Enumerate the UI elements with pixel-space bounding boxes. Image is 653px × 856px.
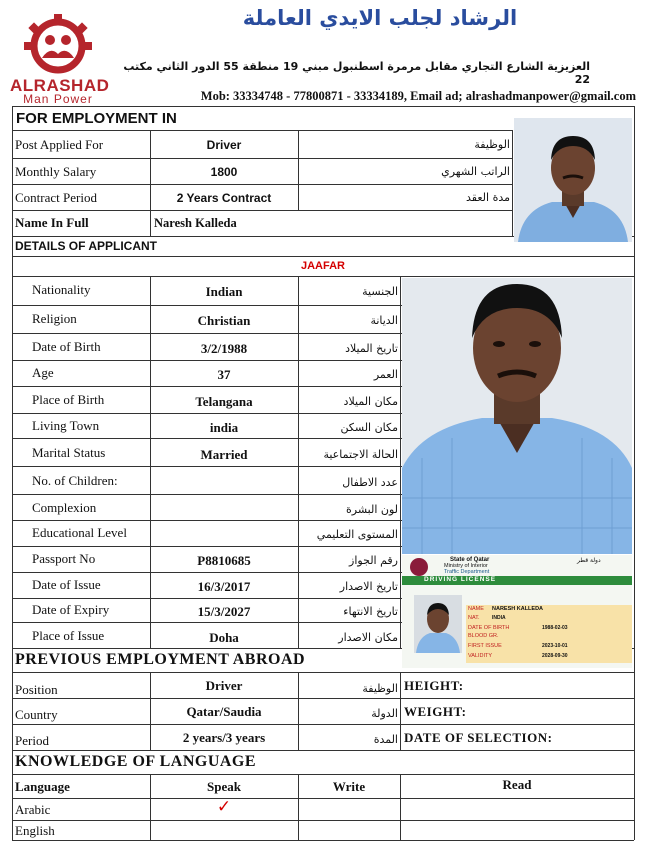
arabic-position: الوظيفة bbox=[362, 682, 398, 695]
agency-tag: JAAFAR bbox=[300, 260, 345, 272]
value-nationality: Indian bbox=[205, 284, 243, 299]
label-pob: Place of Birth bbox=[32, 392, 105, 407]
label-contract: Contract Period bbox=[15, 190, 97, 205]
value-age: 37 bbox=[217, 367, 231, 382]
label-complexion: Complexion bbox=[32, 500, 97, 515]
label-education: Educational Level bbox=[32, 525, 127, 540]
value-dob: 3/2/1988 bbox=[200, 341, 248, 356]
logo-text: ALRASHAD bbox=[10, 76, 110, 95]
applicant-photo-small bbox=[514, 118, 632, 242]
weight-label: WEIGHT: bbox=[404, 704, 467, 719]
value-passport: P8810685 bbox=[197, 553, 251, 568]
arabic-marital: الحالة الاجتماعية bbox=[323, 448, 398, 461]
driving-license-card bbox=[402, 555, 632, 668]
arabic-dob: تاريخ الميلاد bbox=[345, 342, 398, 355]
label-name: Name In Full bbox=[15, 215, 89, 230]
col-speak: Speak bbox=[207, 779, 241, 794]
arabic-salary: الراتب الشهري bbox=[441, 165, 510, 178]
arabic-religion: الديانة bbox=[370, 314, 398, 327]
value-expiry-date: 15/3/2027 bbox=[197, 604, 251, 619]
arabic-company-title: الرشاد لجلب الايدي العاملة bbox=[242, 6, 518, 30]
col-read: Read bbox=[502, 777, 532, 792]
label-country: Country bbox=[15, 707, 58, 722]
license-validity-label: VALIDITY bbox=[468, 653, 493, 659]
contact-line: Mob: 33334748 - 77800871 - 33334189, Email ad; alrashadmanpower@gmail.com bbox=[200, 89, 636, 103]
license-dob-label: DATE OF BIRTH bbox=[468, 625, 510, 631]
license-dob-value: 1988-02-03 bbox=[542, 625, 568, 631]
label-period: Period bbox=[15, 733, 49, 748]
arabic-age: العمر bbox=[373, 368, 398, 381]
arabic-contract: مدة العقد bbox=[466, 191, 510, 204]
label-children: No. of Children: bbox=[32, 473, 118, 488]
arabic-expiry-date: تاريخ الانتهاء bbox=[343, 605, 398, 618]
language-english: English bbox=[15, 823, 55, 838]
arabic-children: عدد الاطفال bbox=[342, 476, 398, 489]
language-header: KNOWLEDGE OF LANGUAGE bbox=[15, 753, 257, 770]
label-expiry-date: Date of Expiry bbox=[32, 602, 110, 617]
arabic-living-town: مكان السكن bbox=[340, 421, 398, 434]
arabic-address: العزيزية الشارع التجاري مقابل مرمرة اسطنبول مبني 19 منطقة 55 الدور الثاني مكتب 22 bbox=[123, 60, 590, 86]
col-language: Language bbox=[15, 779, 70, 794]
label-passport: Passport No bbox=[32, 551, 96, 566]
arabic-country: الدولة bbox=[371, 707, 398, 720]
license-blood-label: BLOOD GR. bbox=[468, 633, 499, 639]
value-issue-date: 16/3/2017 bbox=[197, 579, 251, 594]
license-state: State of Qatar bbox=[450, 557, 490, 563]
license-banner-text: DRIVING LICENSE bbox=[424, 576, 497, 583]
value-religion: Christian bbox=[197, 313, 251, 328]
arabic-passport: رقم الجواز bbox=[349, 554, 398, 567]
license-ministry: Ministry of Interior bbox=[444, 563, 488, 569]
license-emblem-icon bbox=[410, 558, 428, 576]
applicant-photo-large bbox=[402, 278, 632, 554]
label-issue-date: Date of Issue bbox=[32, 577, 101, 592]
label-religion: Religion bbox=[32, 311, 77, 326]
value-pob: Telangana bbox=[195, 394, 253, 409]
value-marital: Married bbox=[200, 447, 248, 462]
arabic-post: الوظيفة bbox=[474, 138, 510, 151]
arabic-complexion: لون البشرة bbox=[346, 503, 398, 516]
value-period: 2 years/3 years bbox=[182, 730, 266, 745]
arabic-place-issue: مكان الاصدار bbox=[338, 631, 398, 644]
value-position: Driver bbox=[205, 678, 243, 693]
license-validity-value: 2028-09-30 bbox=[542, 653, 568, 659]
language-arabic: Arabic bbox=[15, 802, 51, 817]
previous-header: PREVIOUS EMPLOYMENT ABROAD bbox=[15, 651, 306, 668]
label-position: Position bbox=[15, 682, 58, 697]
value-place-issue: Doha bbox=[209, 630, 239, 645]
license-photo bbox=[414, 595, 462, 653]
label-living-town: Living Town bbox=[32, 418, 100, 433]
license-dept: Traffic Department bbox=[444, 569, 490, 575]
gear-logo-icon bbox=[10, 10, 106, 80]
col-write: Write bbox=[332, 779, 366, 794]
date-of-selection-label: DATE OF SELECTION: bbox=[404, 730, 553, 745]
label-marital: Marital Status bbox=[32, 445, 106, 460]
arabic-education: المستوى التعليمي bbox=[316, 528, 398, 541]
license-first-issue-label: FIRST ISSUE bbox=[468, 643, 502, 649]
arabic-speak-check-icon: ✓ bbox=[216, 797, 232, 817]
label-place-issue: Place of Issue bbox=[32, 628, 105, 643]
logo-subtext: Man Power bbox=[23, 92, 93, 106]
value-country: Qatar/Saudia bbox=[186, 704, 262, 719]
license-name-label: NAME bbox=[468, 606, 484, 612]
license-nat-value: INDIA bbox=[492, 615, 506, 621]
value-contract: 2 Years Contract bbox=[176, 191, 272, 205]
label-dob: Date of Birth bbox=[32, 339, 101, 354]
license-name-value: NARESH KALLEDA bbox=[492, 606, 544, 612]
arabic-issue-date: تاريخ الاصدار bbox=[339, 580, 398, 593]
license-first-issue-value: 2023-10-01 bbox=[542, 643, 568, 649]
value-living-town: india bbox=[209, 420, 239, 435]
label-age: Age bbox=[32, 365, 54, 380]
applicant-header: DETAILS OF APPLICANT bbox=[15, 239, 157, 253]
arabic-period: المدة bbox=[373, 733, 398, 746]
employment-header: FOR EMPLOYMENT IN bbox=[16, 110, 177, 127]
label-salary: Monthly Salary bbox=[15, 164, 97, 179]
value-post: Driver bbox=[206, 138, 242, 152]
arabic-pob: مكان الميلاد bbox=[343, 395, 398, 408]
arabic-nationality: الجنسية bbox=[362, 285, 398, 298]
label-post: Post Applied For bbox=[15, 137, 104, 152]
license-nat-label: NAT. bbox=[468, 615, 480, 621]
value-name: Naresh Kalleda bbox=[154, 216, 237, 230]
label-nationality: Nationality bbox=[32, 282, 91, 297]
value-salary: 1800 bbox=[210, 165, 238, 179]
company-logo bbox=[10, 10, 110, 106]
license-arabic-header: دولة قطر bbox=[577, 557, 601, 564]
height-label: HEIGHT: bbox=[404, 678, 464, 693]
